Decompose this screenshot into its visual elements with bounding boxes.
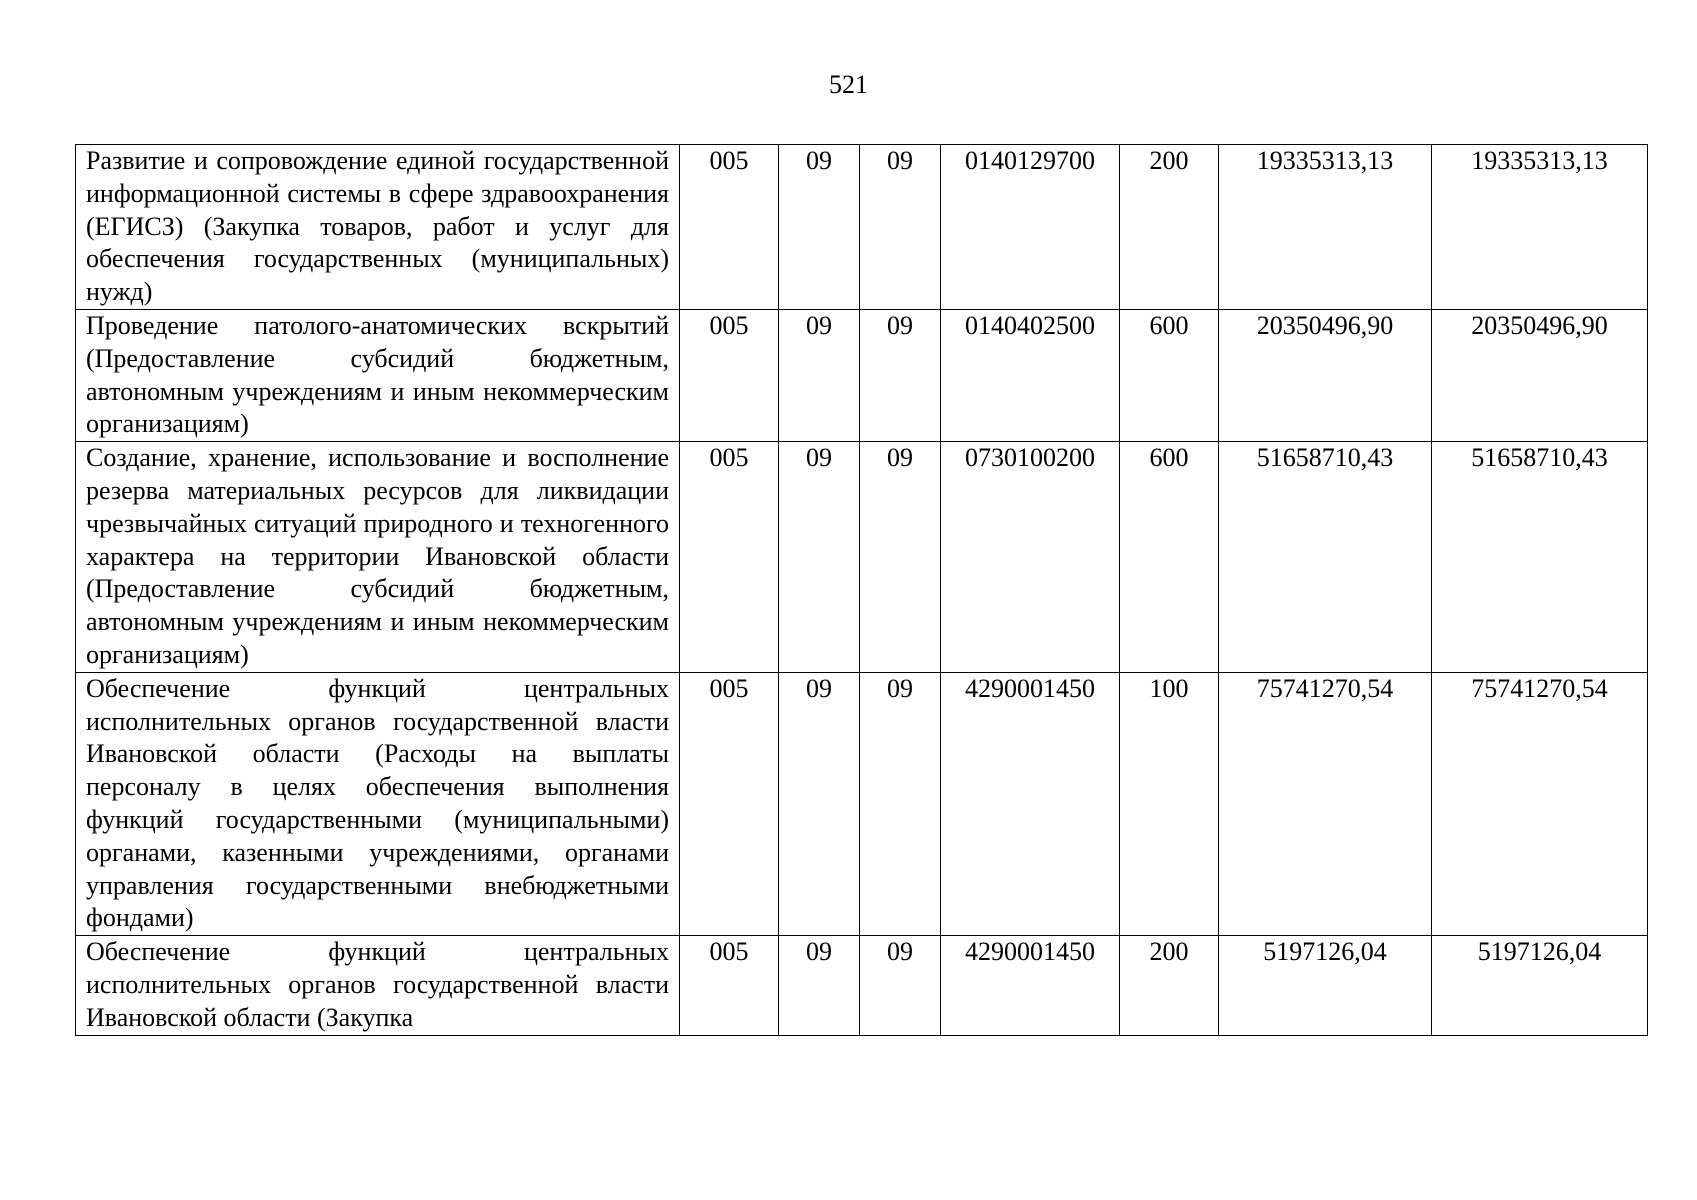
ministry-code: 005 — [680, 672, 779, 935]
subsection-code: 09 — [860, 936, 941, 1035]
section-code: 09 — [779, 936, 860, 1035]
table-row — [76, 936, 1648, 1035]
amount-second-year: 19335313,13 — [1432, 145, 1648, 310]
amount-second-year: 75741270,54 — [1432, 672, 1648, 935]
amount-second-year: 5197126,04 — [1432, 936, 1648, 1035]
expense-description: Обеспечение функций центральных исполнительных органов государственной власти Ивановской области (Закупка — [76, 936, 680, 1035]
expense-type-code: 200 — [1120, 936, 1219, 1035]
target-article-code: 0140129700 — [941, 145, 1120, 310]
section-code: 09 — [779, 145, 860, 310]
amount-first-year: 5197126,04 — [1219, 936, 1432, 1035]
table-row — [76, 442, 1648, 673]
expense-type-code: 200 — [1120, 145, 1219, 310]
target-article-code: 4290001450 — [941, 936, 1120, 1035]
subsection-code: 09 — [860, 672, 941, 935]
subsection-code: 09 — [860, 145, 941, 310]
table-row — [76, 672, 1648, 935]
expense-description: Проведение патолого-анатомических вскрытий (Предоставление субсидий бюджетным, автономным учреждениям и иным некоммерческим организациям) — [76, 309, 680, 441]
amount-first-year: 19335313,13 — [1219, 145, 1432, 310]
expense-description: Создание, хранение, использование и восполнение резерва материальных ресурсов для ликвидации чрезвычайных ситуаций природного и техногенного характера на территории Ивановской области (Предоставление субсидий бюджетным, автономным учреждениям и иным некоммерческим организациям) — [76, 442, 680, 673]
section-code: 09 — [779, 672, 860, 935]
amount-second-year: 20350496,90 — [1432, 309, 1648, 441]
ministry-code: 005 — [680, 442, 779, 673]
expense-type-code: 600 — [1120, 442, 1219, 673]
target-article-code: 0140402500 — [941, 309, 1120, 441]
section-code: 09 — [779, 442, 860, 673]
amount-second-year: 51658710,43 — [1432, 442, 1648, 673]
amount-first-year: 75741270,54 — [1219, 672, 1432, 935]
amount-first-year: 20350496,90 — [1219, 309, 1432, 441]
subsection-code: 09 — [860, 442, 941, 673]
budget-table — [75, 144, 1648, 1036]
expense-description: Обеспечение функций центральных исполнительных органов государственной власти Ивановской области (Расходы на выплаты персоналу в целях обеспечения выполнения функций государственными (муниципальными) органами, казенными учреждениями, органами управления государственными внебюджетными фондами) — [76, 672, 680, 935]
subsection-code: 09 — [860, 309, 941, 441]
expense-description: Развитие и сопровождение единой государственной информационной системы в сфере здравоохранения (ЕГИСЗ) (Закупка товаров, работ и услуг для обеспечения государственных (муниципальных) нужд) — [76, 145, 680, 310]
section-code: 09 — [779, 309, 860, 441]
expense-type-code: 600 — [1120, 309, 1219, 441]
ministry-code: 005 — [680, 309, 779, 441]
ministry-code: 005 — [680, 936, 779, 1035]
page-number: 521 — [829, 70, 868, 99]
table-row — [76, 309, 1648, 441]
target-article-code: 0730100200 — [941, 442, 1120, 673]
amount-first-year: 51658710,43 — [1219, 442, 1432, 673]
ministry-code: 005 — [680, 145, 779, 310]
expense-type-code: 100 — [1120, 672, 1219, 935]
table-row — [76, 145, 1648, 310]
target-article-code: 4290001450 — [941, 672, 1120, 935]
